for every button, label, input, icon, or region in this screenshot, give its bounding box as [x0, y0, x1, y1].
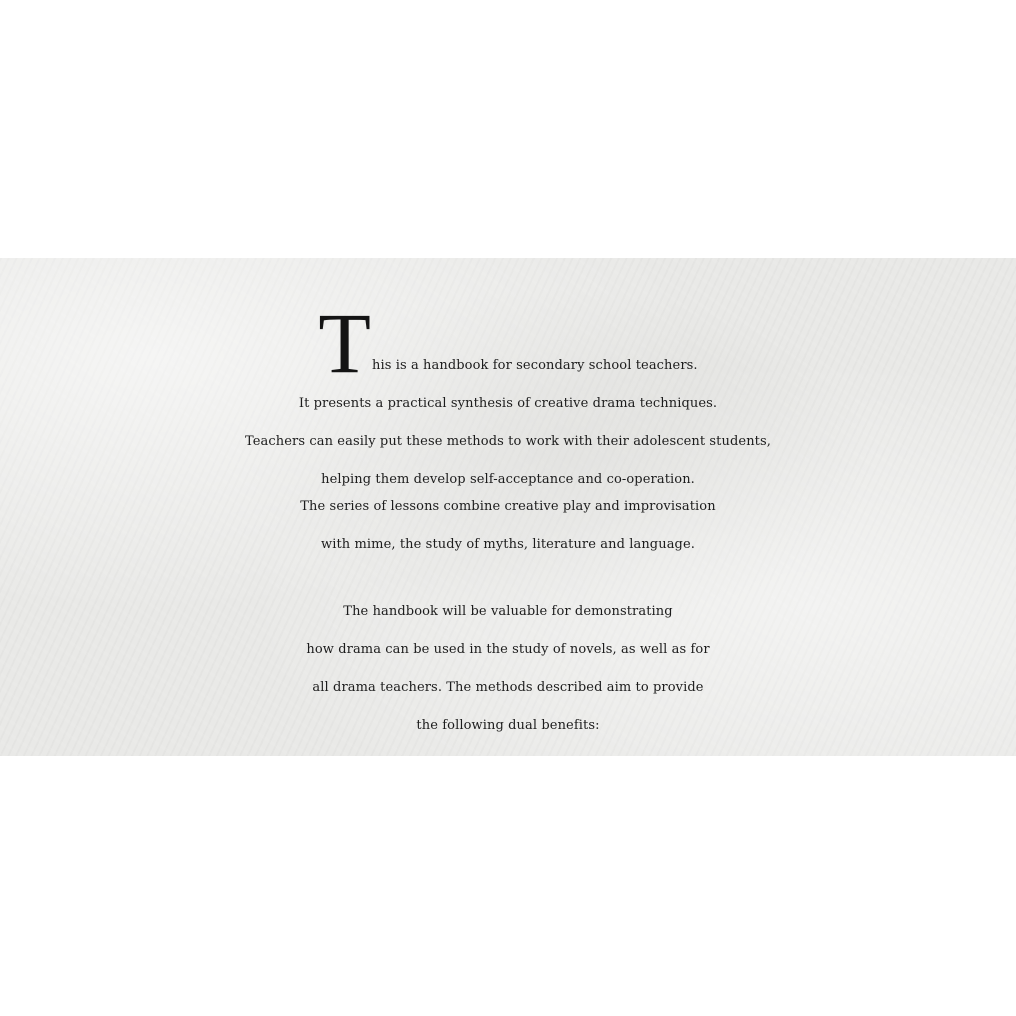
intro-line-2: It presents a practical synthesis of creative drama techniques.: [298, 396, 718, 411]
drop-cap: T: [318, 295, 371, 391]
benefits-line-4: the following dual benefits:: [416, 718, 600, 733]
benefits-line-2: how drama can be used in the study of novels, as well as for: [306, 642, 710, 657]
intro-line-1-text: his is a handbook for secondary school teachers.: [371, 358, 698, 373]
lessons-line-1: The series of lessons combine creative play and improvisation: [300, 499, 716, 514]
intro-line-3: Teachers can easily put these methods to work with their adolescent students,: [245, 434, 771, 449]
intro-line-4: helping them develop self-acceptance and co-operation.: [321, 472, 695, 487]
text-panel: [0, 258, 1016, 756]
intro-line-1: [0, 295, 1016, 391]
paragraph-intro: [0, 295, 1016, 499]
paragraph-lessons: [0, 488, 1016, 564]
benefits-line-1: The handbook will be valuable for demonstrating: [343, 604, 673, 619]
paragraph-benefits: [0, 593, 1016, 745]
lessons-line-2: with mime, the study of myths, literature and language.: [320, 537, 696, 552]
benefits-line-3: all drama teachers. The methods described aim to provide: [312, 680, 704, 695]
